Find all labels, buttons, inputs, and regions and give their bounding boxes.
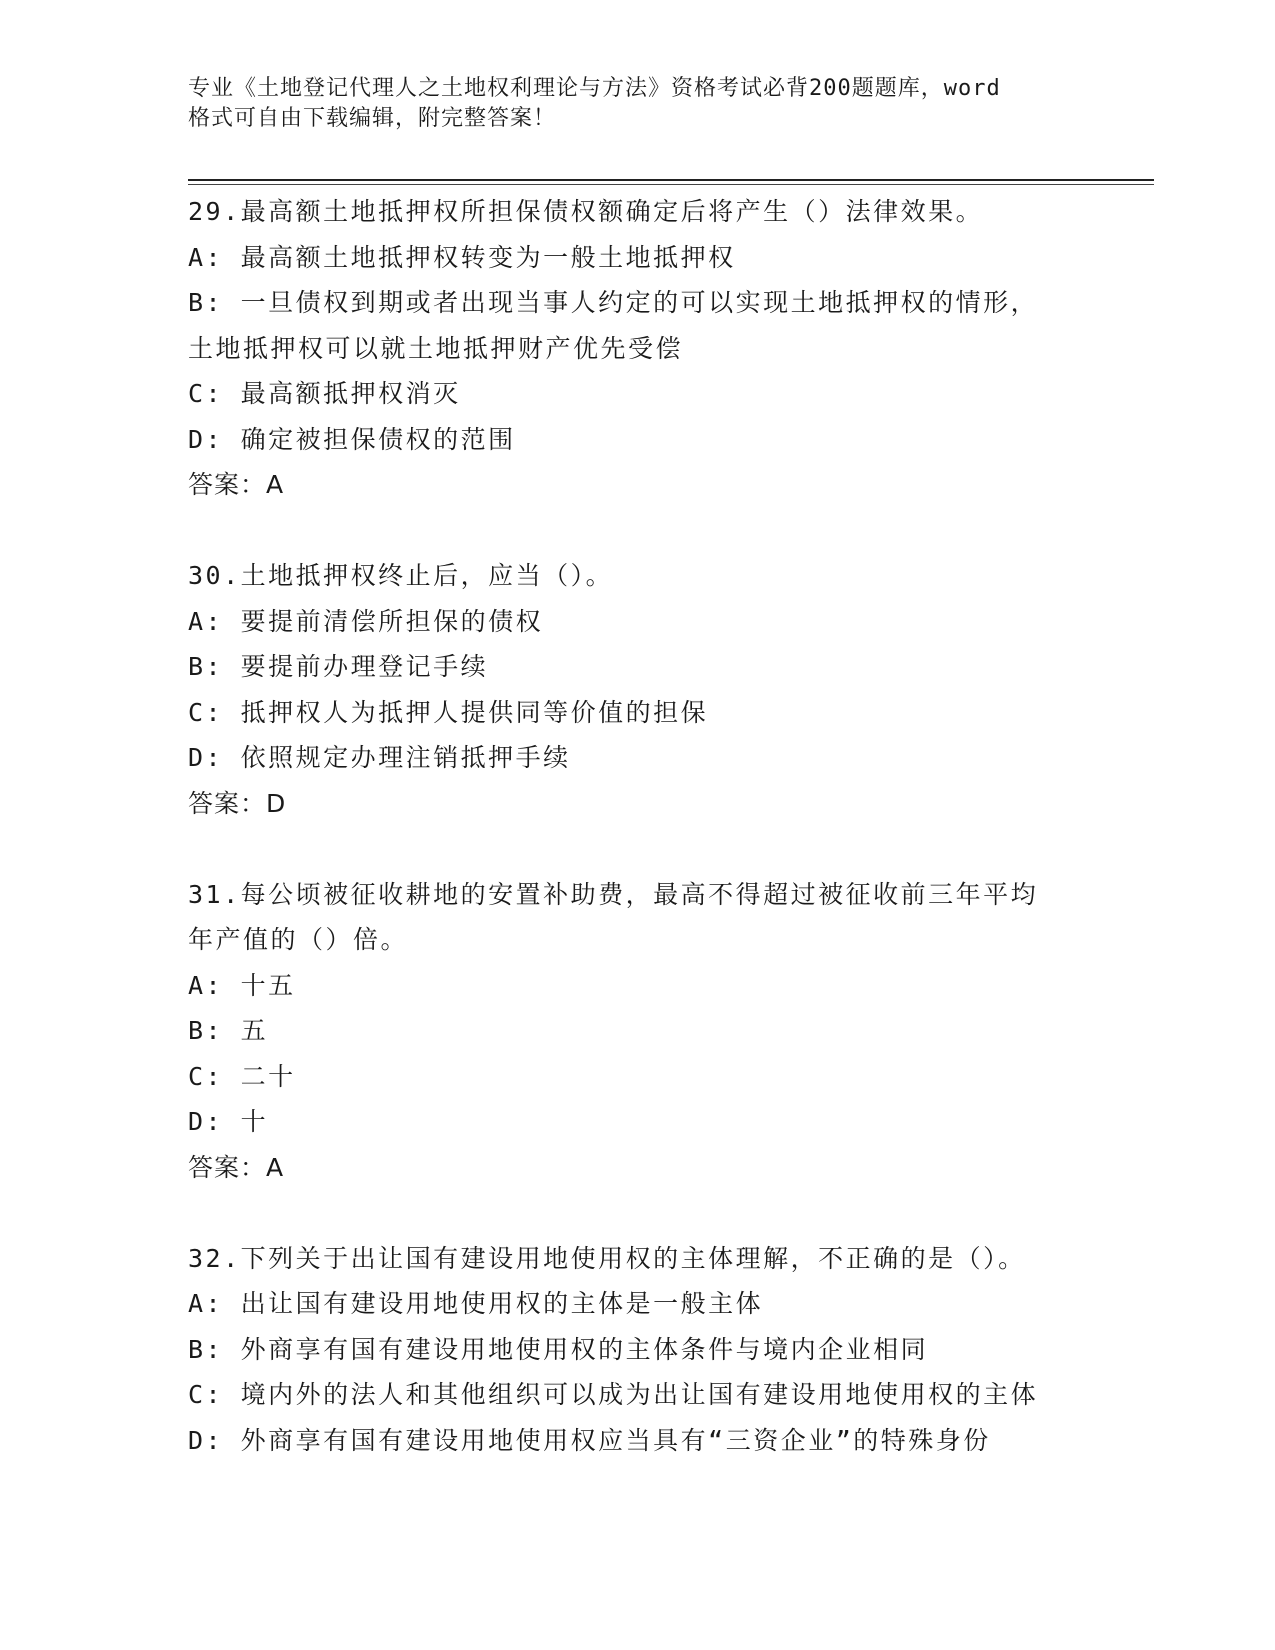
option-c: C: 抵押权人为抵押人提供同等价值的担保 [188, 697, 709, 727]
question-stem: 30.土地抵押权终止后，应当（）。 [188, 561, 614, 590]
option-a: A: 要提前清偿所担保的债权 [188, 606, 544, 636]
option-b-continued: 土地抵押权可以就土地抵押财产优先受偿 [188, 333, 684, 363]
option-c: C: 境内外的法人和其他组织可以成为出让国有建设用地使用权的主体 [188, 1380, 1039, 1409]
option-a: A: 最高额土地抵押权转变为一般土地抵押权 [188, 242, 736, 272]
option-a: A: 十五 [188, 970, 296, 1000]
option-c: C: 二十 [188, 1061, 296, 1091]
option-d: D: 确定被担保债权的范围 [188, 424, 516, 454]
question-32 [188, 1236, 1088, 1464]
question-stem: 32.下列关于出让国有建设用地使用权的主体理解，不正确的是（）。 [188, 1243, 1026, 1273]
answer-label: 答案：D [188, 788, 287, 818]
question-31 [188, 872, 1088, 1191]
question-30 [188, 553, 1088, 826]
option-a: A: 出让国有建设用地使用权的主体是一般主体 [188, 1289, 764, 1318]
header-divider-thick [188, 179, 1154, 181]
header-line-2: 格式可自由下载编辑，附完整答案！ [188, 106, 557, 131]
option-b: B: 五 [188, 1016, 269, 1045]
document-header [188, 74, 1088, 134]
question-spacer [188, 826, 1088, 872]
question-stem-continued: 年产值的（）倍。 [188, 925, 409, 954]
question-list [188, 189, 1088, 1463]
option-d: D: 十 [188, 1107, 269, 1136]
question-29 [188, 189, 1088, 508]
question-stem: 31.每公顷被征收耕地的安置补助费，最高不得超过被征收前三年平均 [188, 879, 1039, 909]
option-c: C: 最高额抵押权消灭 [188, 379, 461, 408]
question-spacer [188, 508, 1088, 554]
option-b: B: 要提前办理登记手续 [188, 652, 489, 681]
header-line-1: 专业《土地登记代理人之土地权利理论与方法》资格考试必背200题题库，word [188, 76, 1001, 101]
answer-label: 答案：A [188, 470, 285, 499]
option-b: B: 一旦债权到期或者出现当事人约定的可以实现土地抵押权的情形， [188, 288, 1039, 317]
question-stem: 29.最高额土地抵押权所担保债权额确定后将产生（）法律效果。 [188, 197, 984, 226]
answer-label: 答案：A [188, 1152, 285, 1182]
question-spacer [188, 1190, 1088, 1236]
option-d: D: 外商享有国有建设用地使用权应当具有“三资企业”的特殊身份 [188, 1425, 991, 1455]
option-b: B: 外商享有国有建设用地使用权的主体条件与境内企业相同 [188, 1334, 929, 1364]
header-divider-thin [188, 184, 1154, 185]
option-d: D: 依照规定办理注销抵押手续 [188, 743, 571, 772]
